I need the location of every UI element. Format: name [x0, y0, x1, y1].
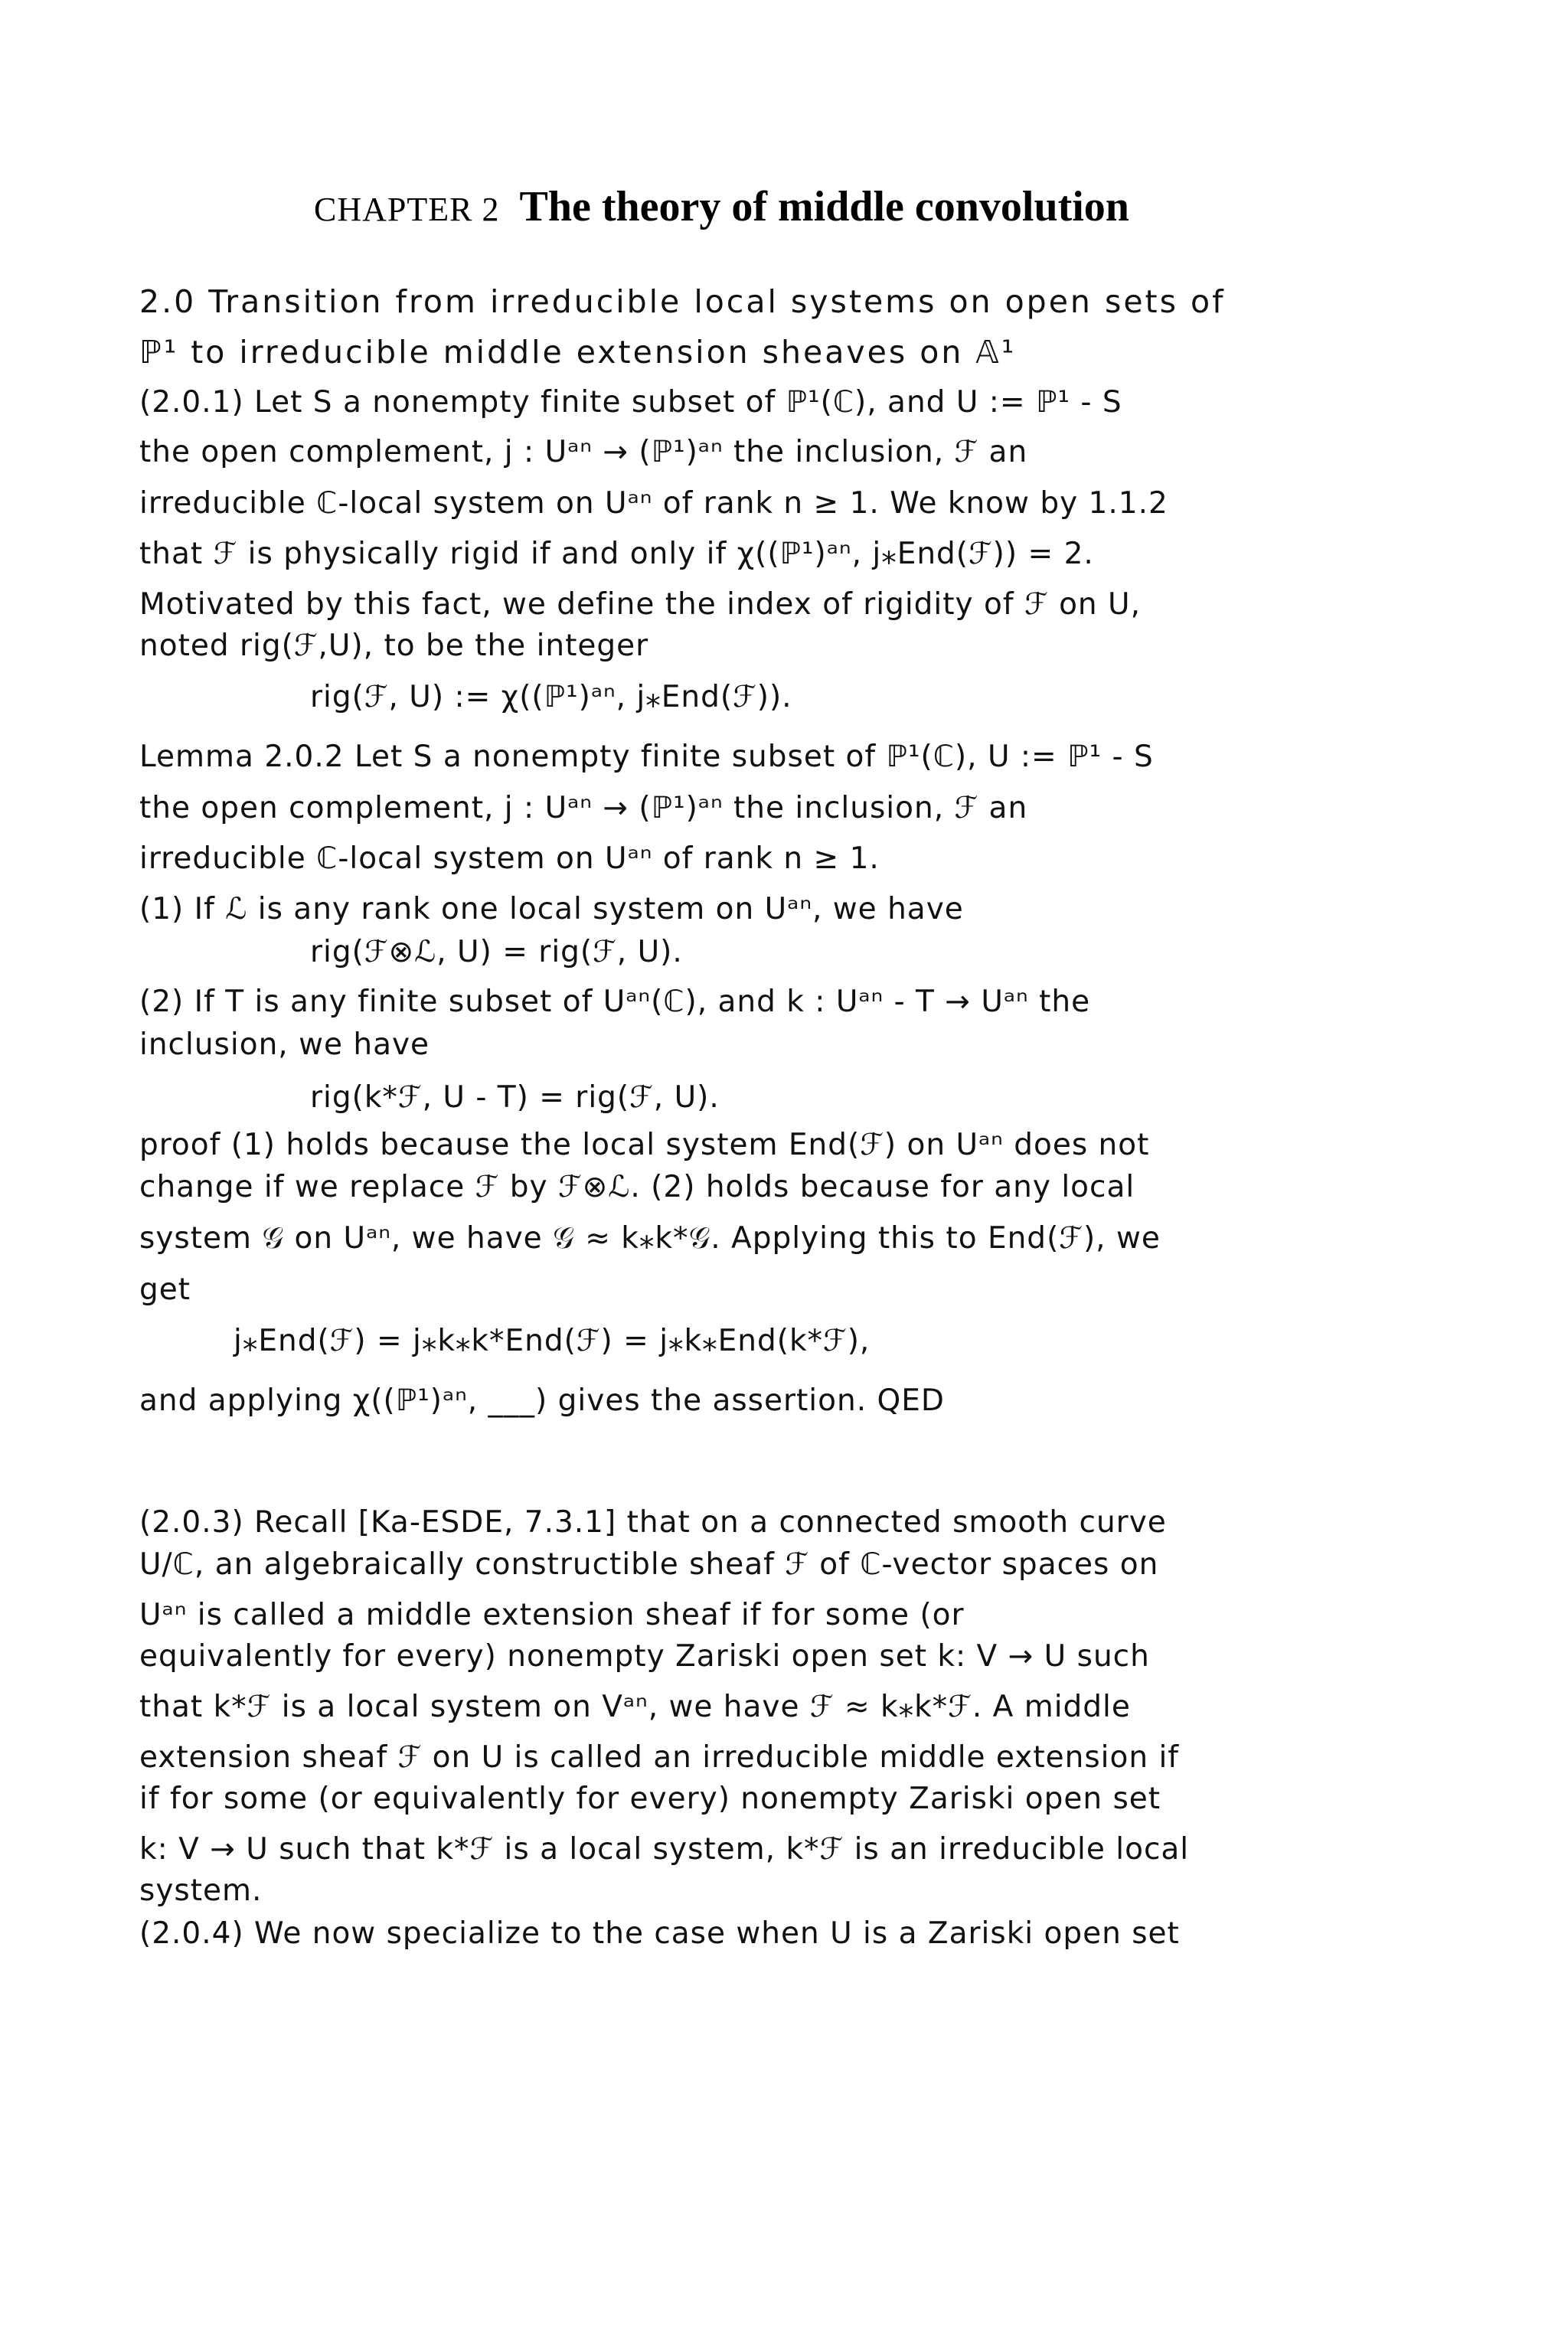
display-equation: rig(ℱ, U) := χ((ℙ¹)ᵃⁿ, j⁎End(ℱ)).: [310, 680, 792, 714]
text-line: inclusion, we have: [139, 1027, 430, 1062]
text-line: Lemma 2.0.2 Let S a nonempty finite subset of ℙ¹(ℂ), U := ℙ¹ - S: [139, 740, 1154, 774]
text-line: system.: [139, 1873, 263, 1908]
display-equation: rig(k*ℱ, U - T) = rig(ℱ, U).: [310, 1080, 720, 1115]
text-line: (2.0.4) We now specialize to the case when U is a Zariski open set: [139, 1916, 1180, 1951]
text-line: the open complement, j : Uᵃⁿ → (ℙ¹)ᵃⁿ the inclusion, ℱ an: [139, 791, 1028, 825]
text-line: proof (1) holds because the local system End(ℱ) on Uᵃⁿ does not: [139, 1128, 1150, 1162]
text-line: irreducible ℂ-local system on Uᵃⁿ of rank n ≥ 1.: [139, 841, 880, 876]
text-line: Uᵃⁿ is called a middle extension sheaf if for some (or: [139, 1598, 965, 1632]
text-line: extension sheaf ℱ on U is called an irreducible middle extension if: [139, 1740, 1180, 1775]
chapter-label: CHAPTER 2: [314, 191, 500, 228]
text-line: Motivated by this fact, we define the index of rigidity of ℱ on U,: [139, 587, 1141, 622]
text-line: that ℱ is physically rigid if and only if χ((ℙ¹)ᵃⁿ, j⁎End(ℱ)) = 2.: [139, 537, 1094, 571]
section-heading-line-1: 2.0 Transition from irreducible local systems on open sets of: [139, 283, 1226, 320]
text-line: (2.0.3) Recall [Ka-ESDE, 7.3.1] that on a connected smooth curve: [139, 1505, 1167, 1540]
text-line: that k*ℱ is a local system on Vᵃⁿ, we have ℱ ≈ k⁎k*ℱ. A middle: [139, 1690, 1131, 1724]
text-line: U/ℂ, an algebraically constructible sheaf ℱ of ℂ-vector spaces on: [139, 1547, 1159, 1582]
section-heading-line-2: ℙ¹ to irreducible middle extension sheaves on 𝔸¹: [139, 334, 1017, 371]
text-line: k: V → U such that k*ℱ is a local system, k*ℱ is an irreducible local: [139, 1832, 1190, 1867]
text-line: (2) If T is any finite subset of Uᵃⁿ(ℂ), and k : Uᵃⁿ - T → Uᵃⁿ the: [139, 985, 1091, 1019]
text-line: noted rig(ℱ,U), to be the integer: [139, 629, 649, 663]
text-line: (2.0.1) Let S a nonempty finite subset of ℙ¹(ℂ), and U := ℙ¹ - S: [139, 385, 1122, 420]
text-line: system 𝒢 on Uᵃⁿ, we have 𝒢 ≈ k⁎k*𝒢. Applying this to End(ℱ), we: [139, 1221, 1161, 1256]
text-line: the open complement, j : Uᵃⁿ → (ℙ¹)ᵃⁿ the inclusion, ℱ an: [139, 435, 1028, 469]
chapter-header: [314, 182, 1129, 231]
text-line: equivalently for every) nonempty Zariski open set k: V → U such: [139, 1639, 1150, 1674]
text-line: (1) If ℒ is any rank one local system on Uᵃⁿ, we have: [139, 892, 964, 926]
text-line: get: [139, 1272, 191, 1307]
text-line: if for some (or equivalently for every) nonempty Zariski open set: [139, 1782, 1161, 1816]
chapter-title: The theory of middle convolution: [519, 183, 1129, 230]
display-equation: rig(ℱ⊗ℒ, U) = rig(ℱ, U).: [310, 935, 683, 969]
display-equation: j⁎End(ℱ) = j⁎k⁎k*End(ℱ) = j⁎k⁎End(k*ℱ),: [234, 1324, 871, 1358]
text-line: and applying χ((ℙ¹)ᵃⁿ, ___) gives the assertion. QED: [139, 1383, 945, 1418]
text-line: irreducible ℂ-local system on Uᵃⁿ of rank n ≥ 1. We know by 1.1.2: [139, 486, 1168, 521]
text-line: change if we replace ℱ by ℱ⊗ℒ. (2) holds because for any local: [139, 1170, 1135, 1204]
